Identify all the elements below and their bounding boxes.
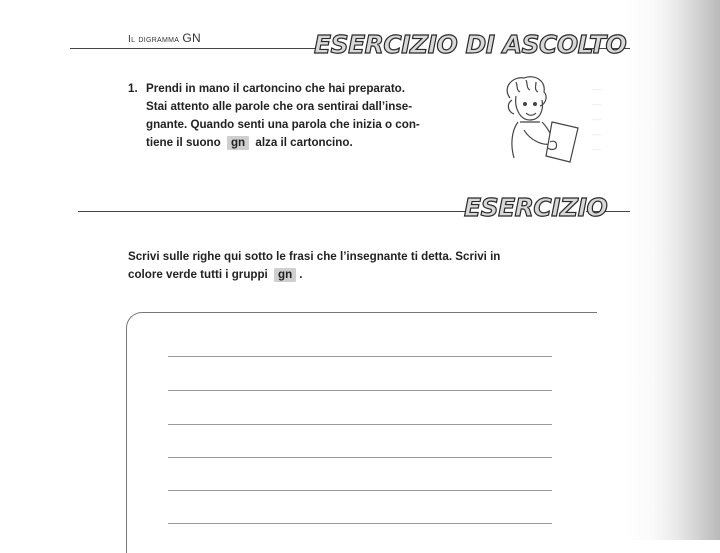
exercise-line-2: Stai attento alle parole che ora sentirai dall’inse- bbox=[146, 100, 413, 113]
gn-highlight: gn bbox=[227, 136, 249, 150]
writing-line[interactable] bbox=[168, 390, 552, 391]
writing-line[interactable] bbox=[168, 356, 552, 357]
listening-exercise bbox=[128, 80, 478, 152]
exercise-line-3: gnante. Quando senti una parola che inizia o con- bbox=[146, 118, 420, 131]
exercise-line-1: Prendi in mano il cartoncino che hai preparato. bbox=[146, 82, 405, 95]
section-rule bbox=[78, 211, 466, 212]
child-holding-card-illustration bbox=[490, 70, 590, 170]
page-gutter-shadow bbox=[625, 0, 720, 540]
writing-line[interactable] bbox=[168, 490, 552, 491]
bleed-through-text: — — — — — bbox=[592, 84, 601, 154]
dictation-line-2: colore verde tutti i gruppi gn . bbox=[128, 268, 303, 281]
header-prefix: Il digramma bbox=[128, 34, 180, 45]
dictation-line-1: Scrivi sulle righe qui sotto le frasi che l’insegnante ti detta. Scrivi in bbox=[128, 250, 501, 263]
exercise-number: 1. bbox=[128, 82, 138, 95]
exercise-section-title: ESERCIZIO bbox=[464, 193, 608, 222]
header-digraph: GN bbox=[182, 31, 201, 45]
running-header bbox=[128, 31, 201, 45]
writing-line[interactable] bbox=[168, 457, 552, 458]
writing-line[interactable] bbox=[168, 523, 552, 524]
writing-area bbox=[126, 312, 597, 553]
gn-highlight: gn bbox=[274, 268, 296, 282]
exercise-line-4: tiene il suono gn alza il cartoncino. bbox=[146, 136, 353, 149]
listening-section-title: ESERCIZIO DI ASCOLTO bbox=[314, 30, 627, 59]
header-rule bbox=[70, 48, 318, 49]
writing-line[interactable] bbox=[168, 424, 552, 425]
dictation-exercise bbox=[128, 248, 598, 284]
